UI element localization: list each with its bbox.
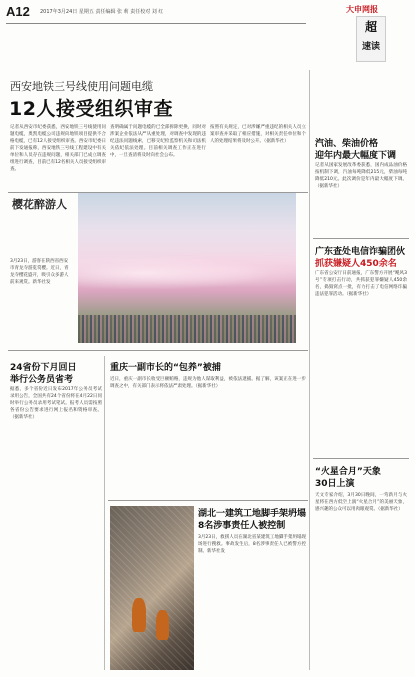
section-label-line2: 速读 [361, 42, 380, 52]
page-number: A12 [6, 4, 30, 19]
lead-column-2: 查明确属于问题电缆的已全部拆除更换，同时对涉案企业依法从严从重处理，对调查中发现的违纪违法问题线索，已移交纪检监察机关和司法机关依纪依法处理。目前相关调查工作正在进行中，一旦查清将及时向社会公布。 [110, 125, 206, 158]
scaffold-net [110, 506, 194, 670]
divider [8, 350, 308, 351]
section-label [356, 16, 386, 62]
column-separator [309, 70, 310, 670]
lead-column-3: 按照有关规定，已对涉嫌严重违纪的相关人员立案审查并采取了相应措施，对相关责任单位和个人的处理结果将及时公开。（据新华社） [210, 125, 306, 144]
page-meta: 2017年3月24日 星期五 责任编辑 张 莉 责任校对 刘 红 [40, 9, 164, 15]
blossom-canopy [78, 253, 296, 293]
right-item3-title: “火星合月”天象 [315, 467, 381, 477]
header-rule [6, 23, 306, 24]
right-item3-subtitle: 30日上演 [315, 479, 355, 489]
photo-title: 樱花醉游人 [12, 198, 67, 211]
lead-column-1: 记者从西安市纪委获悉，西安地铁三号线使用问题电缆，奥凯电缆公司违规向地铁项目提供不合格电缆，已有12人接受组织审查。西安市纪委日前下发通报称，西安地铁三号线工程建设中有关单位和人员存在违规问题，相关部门已成立调查组进行调查，目前已有12名相关人员接受组织审查。 [10, 125, 106, 172]
divider [313, 238, 409, 239]
right-item1-subtitle: 迎年内最大幅度下调 [315, 151, 397, 161]
lead-kicker: 西安地铁三号线使用问题电缆 [10, 80, 153, 93]
section-label-line1: 超 [364, 20, 377, 34]
rescuer-figure [132, 598, 146, 632]
cherry-blossom-photo [78, 193, 296, 343]
right-item1-title: 汽油、柴油价格 [315, 139, 379, 149]
brand-name: 大申网报 [346, 4, 378, 14]
bottom-left-body: 据悉，多个省份近日发布2017年公务员考试录用公告，全国共有24个省份将在4月22日同时举行公务员录用考试笔试。报考人员需按照各省份公告要求进行网上报名和资格审查。（据新华社） [10, 387, 102, 420]
crowd [78, 315, 296, 343]
bottom-photo-subtitle: 8名涉事责任人被控制 [198, 521, 286, 531]
photo-caption: 3月23日，游客在陕西省西安市青龙寺游览赏樱。近日，青龙寺樱花盛开，吸引众多游人前来观赏。新华社发 [10, 259, 69, 285]
right-item2-body: 广东省公安厅日前通报，广东警方开展“飓风3号”专项打击行动，共抓获犯罪嫌疑人450余名，捣毁窝点一批，有力打击了电信网络诈骗违法犯罪活动。（据新华社） [315, 271, 407, 297]
divider [108, 500, 308, 501]
right-item2-subtitle: 抓获嫌疑人450余名 [315, 259, 397, 269]
right-item2-title: 广东查处电信诈骗团伙 [315, 247, 406, 257]
bottom-mid-title: 重庆一副市长的“包养”被捕 [110, 363, 221, 373]
lead-headline: 12人接受组织审查 [9, 98, 173, 120]
bottom-photo-title: 湖北一建筑工地脚手架坍塌 [198, 509, 307, 519]
bottom-photo-caption: 3月23日，救援人员在湖北省某建筑工地脚手架坍塌现场进行搜救。事故发生后，8名涉事责任人已被警方控制。新华社发 [198, 535, 306, 554]
bottom-left-subtitle: 举行公务员省考 [10, 375, 74, 385]
bottom-left-title: 24省份下月回日 [10, 363, 77, 373]
bottom-mid-body: 近日，重庆一副市长收受巨额贿赂，违规为他人谋取利益，被依法逮捕。据了解，该案正在进一步调查之中，有关部门表示将依法严肃处理。（据新华社） [110, 377, 306, 389]
right-item3-body: 天文专家介绍，3月30日晚间，一弯新月与火星将在西方低空上演“火星合月”的美丽天象，感兴趣的公众可以用肉眼观赏。（据新华社） [315, 493, 407, 512]
right-item1-body: 记者从国家发展改革委获悉，国内成品油价格按机制下调，汽油每吨降低215元，柴油每吨降低210元。此次调价是年内最大幅度下调。（据新华社） [315, 163, 407, 189]
column-separator [104, 356, 105, 670]
brand-block [338, 4, 410, 62]
scaffold-collapse-photo [110, 506, 194, 670]
rescuer-figure [156, 610, 169, 640]
divider [313, 458, 409, 459]
